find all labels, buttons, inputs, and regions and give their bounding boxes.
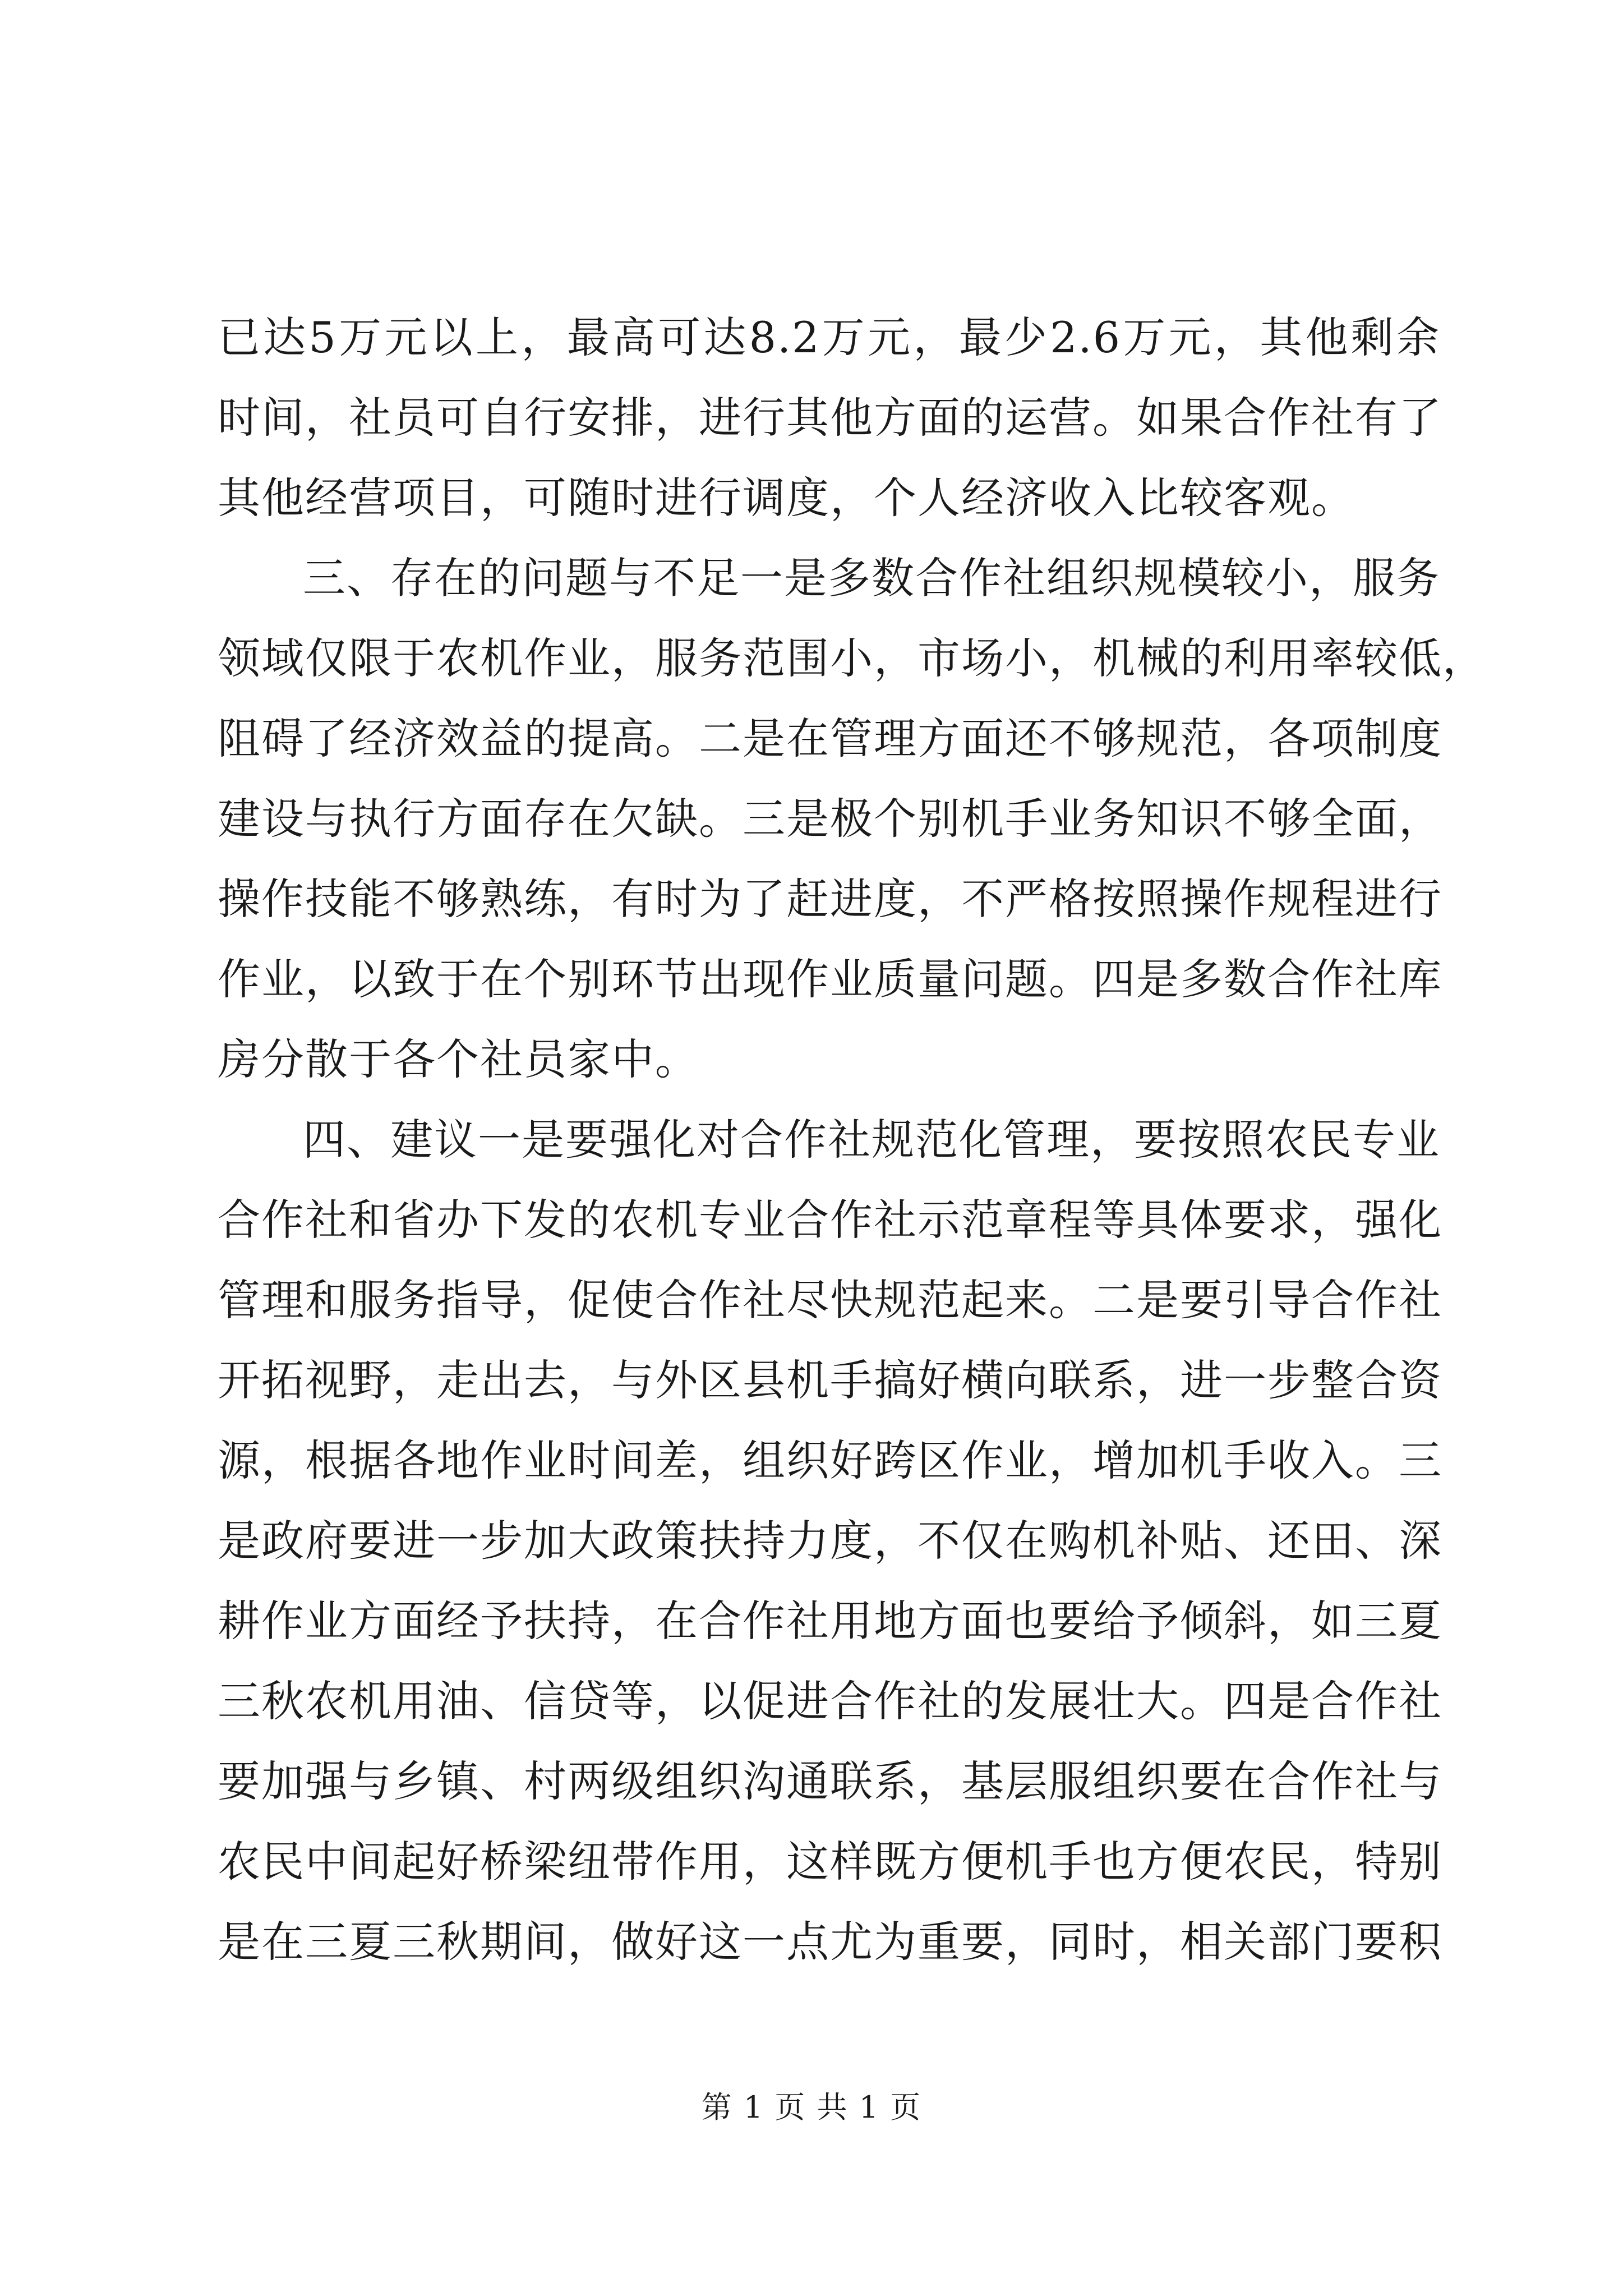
page-number-footer: 第 1 页 共 1 页	[701, 2090, 922, 2125]
text-line: 开拓视野，走出去，与外区县机手搞好横向联系，进一步整合资	[218, 1355, 1442, 1405]
text-line: 是在三夏三秋期间，做好这一点尤为重要，同时，相关部门要积	[218, 1917, 1442, 1967]
text-line: 三秋农机用油、信贷等，以促进合作社的发展壮大。四是合作社	[218, 1676, 1442, 1726]
text-line: 合作社和省办下发的农机专业合作社示范章程等具体要求，强化	[218, 1195, 1442, 1245]
document-body	[218, 297, 1486, 1982]
text-line: 房分散于各个社员家中。	[218, 1034, 699, 1084]
text-line: 时间，社员可自行安排，进行其他方面的运营。如果合作社有了	[218, 393, 1442, 443]
text-line: 源，根据各地作业时间差，组织好跨区作业，增加机手收入。三	[218, 1435, 1442, 1485]
section-3-heading-line: 三、存在的问题与不足一是多数合作社组织规模较小，服务	[303, 553, 1440, 603]
text-line: 已达5万元以上，最高可达8.2万元，最少2.6万元，其他剩余	[218, 312, 1440, 362]
text-line: 其他经营项目，可随时进行调度，个人经济收入比较客观。	[218, 473, 1355, 523]
text-line: 管理和服务指导，促使合作社尽快规范起来。二是要引导合作社	[218, 1275, 1442, 1325]
text-line: 领域仅限于农机作业，服务范围小，市场小，机械的利用率较低，	[218, 633, 1486, 683]
text-line: 耕作业方面经予扶持，在合作社用地方面也要给予倾斜，如三夏	[218, 1596, 1442, 1646]
text-line: 要加强与乡镇、村两级组织沟通联系，基层服组织要在合作社与	[218, 1756, 1442, 1806]
text-line: 阻碍了经济效益的提高。二是在管理方面还不够规范，各项制度	[218, 714, 1442, 763]
text-line: 农民中间起好桥梁纽带作用，这样既方便机手也方便农民，特别	[218, 1837, 1442, 1887]
text-line: 是政府要进一步加大政策扶持力度，不仅在购机补贴、还田、深	[218, 1516, 1442, 1566]
section-4-heading-line: 四、建议一是要强化对合作社规范化管理，要按照农民专业	[303, 1115, 1440, 1165]
text-line: 作业，以致于在个别环节出现作业质量问题。四是多数合作社库	[218, 954, 1442, 1004]
text-line: 操作技能不够熟练，有时为了赶进度，不严格按照操作规程进行	[218, 874, 1442, 924]
text-line: 建设与执行方面存在欠缺。三是极个别机手业务知识不够全面，	[218, 794, 1442, 844]
